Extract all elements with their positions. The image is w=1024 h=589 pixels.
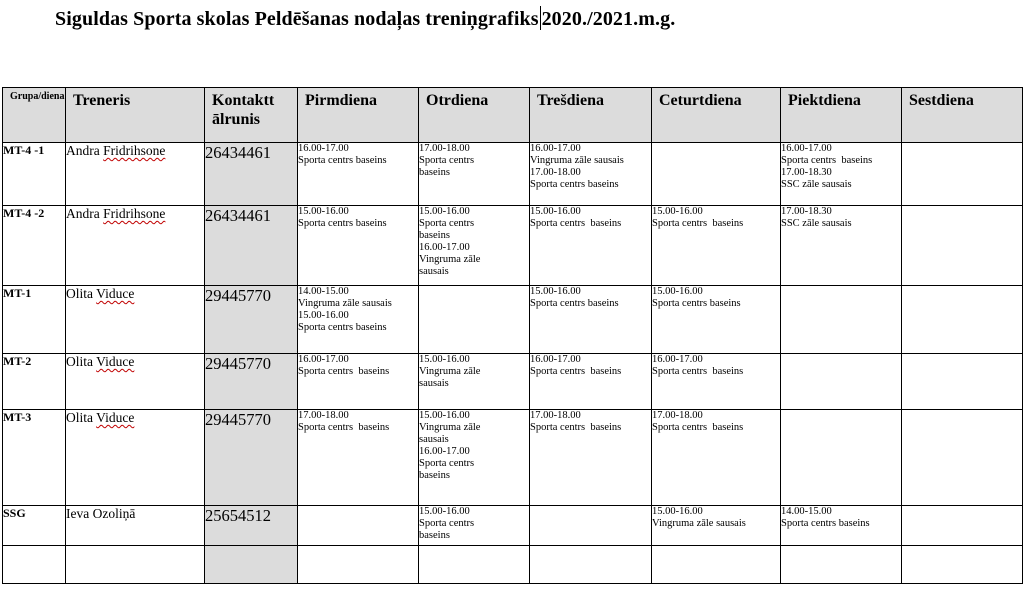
schedule-line: 15.00-16.00 xyxy=(298,206,349,217)
schedule-line: Vingruma zāle sausais xyxy=(298,298,392,310)
phone-cell: 26434461 xyxy=(205,143,298,206)
schedule-cell-saturday xyxy=(902,206,1023,286)
coach-last-name: Ozoliņā xyxy=(92,506,136,521)
schedule-line: 16.00-17.00 xyxy=(530,143,581,154)
group-cell: MT-3 xyxy=(3,410,66,506)
table-row xyxy=(3,286,1023,354)
schedule-line: baseins xyxy=(419,167,450,179)
schedule-line: Sporta centrs baseins xyxy=(652,298,741,310)
schedule-cell-friday xyxy=(781,546,902,584)
schedule-line: Sporta centrs xyxy=(419,458,475,470)
header-wednesday: Trešdiena xyxy=(530,88,652,143)
coach-cell xyxy=(66,206,205,286)
header-coach: Treneris xyxy=(66,88,205,143)
schedule-line: baseins xyxy=(419,470,450,482)
group-cell: MT-2 xyxy=(3,354,66,410)
coach-first-name: Olita xyxy=(66,410,93,425)
schedule-line: 16.00-17.00 xyxy=(419,242,470,254)
title-season: 2020./2021.m.g. xyxy=(541,8,676,30)
schedule-cell-tuesday xyxy=(419,206,530,286)
schedule-line: Sporta centrs baseins xyxy=(652,218,744,230)
schedule-cell-tuesday xyxy=(419,546,530,584)
schedule-line: Sporta centrs xyxy=(419,218,475,230)
schedule-line: 16.00-17.00 xyxy=(530,354,581,365)
header-tuesday: Otrdiena xyxy=(419,88,530,143)
schedule-cell-friday xyxy=(781,286,902,354)
schedule-line: 17.00-18.30 xyxy=(781,167,832,179)
schedule-line: baseins xyxy=(419,230,450,242)
coach-last-name: Fridrihsone xyxy=(103,143,166,158)
schedule-cell-thursday xyxy=(652,286,781,354)
schedule-line: Vingruma zāle xyxy=(419,254,481,266)
coach-cell xyxy=(66,143,205,206)
schedule-line: Sporta centrs baseins xyxy=(652,422,744,434)
schedule-cell-saturday xyxy=(902,143,1023,206)
group-cell xyxy=(3,546,66,584)
phone-cell xyxy=(205,546,298,584)
schedule-line: 16.00-17.00 xyxy=(419,446,470,458)
schedule-line: sausais xyxy=(419,266,449,278)
schedule-line: 15.00-16.00 xyxy=(419,206,470,217)
schedule-line: 15.00-16.00 xyxy=(652,506,703,517)
schedule-cell-friday xyxy=(781,506,902,546)
table-row xyxy=(3,506,1023,546)
schedule-line: Sporta centrs xyxy=(419,155,475,167)
schedule-line: 14.00-15.00 xyxy=(781,506,832,517)
schedule-line: Sporta centrs baseins xyxy=(530,179,619,191)
schedule-cell-friday xyxy=(781,354,902,410)
table-row xyxy=(3,143,1023,206)
schedule-line: Sporta centrs xyxy=(419,518,475,530)
schedule-cell-monday xyxy=(298,506,419,546)
group-cell: MT-4 -2 xyxy=(3,206,66,286)
coach-cell xyxy=(66,506,205,546)
schedule-cell-monday xyxy=(298,286,419,354)
schedule-line: Sporta centrs baseins xyxy=(781,518,870,530)
coach-cell xyxy=(66,410,205,506)
schedule-line: 15.00-16.00 xyxy=(652,206,703,217)
schedule-line: Sporta centrs baseins xyxy=(530,366,622,378)
coach-last-name: Viduce xyxy=(96,354,135,369)
schedule-line: 17.00-18.00 xyxy=(530,167,581,179)
schedule-cell-monday xyxy=(298,410,419,506)
document-title xyxy=(55,6,675,31)
schedule-line: 17.00-18.00 xyxy=(298,410,349,421)
group-cell: MT-4 -1 xyxy=(3,143,66,206)
coach-first-name: Andra xyxy=(66,206,100,221)
schedule-line: Sporta centrs baseins xyxy=(530,218,622,230)
coach-cell xyxy=(66,286,205,354)
phone-cell: 25654512 xyxy=(205,506,298,546)
header-saturday: Sestdiena xyxy=(902,88,1023,143)
coach-first-name: Andra xyxy=(66,143,100,158)
schedule-cell-monday xyxy=(298,206,419,286)
schedule-cell-thursday xyxy=(652,546,781,584)
schedule-line: 15.00-16.00 xyxy=(298,310,349,322)
schedule-cell-saturday xyxy=(902,286,1023,354)
header-phone: Kontaktt ālrunis xyxy=(205,88,298,143)
schedule-line: 15.00-16.00 xyxy=(419,354,470,365)
schedule-line: 15.00-16.00 xyxy=(419,410,470,421)
schedule-line: 17.00-18.30 xyxy=(781,206,832,217)
schedule-line: SSC zāle sausais xyxy=(781,218,852,230)
table-row xyxy=(3,410,1023,506)
phone-cell: 29445770 xyxy=(205,286,298,354)
schedule-line: baseins xyxy=(419,530,450,542)
schedule-cell-wednesday xyxy=(530,506,652,546)
schedule-line: Sporta centrs baseins xyxy=(652,366,744,378)
schedule-line: 17.00-18.00 xyxy=(530,410,581,421)
schedule-line: SSC zāle sausais xyxy=(781,179,852,191)
header-monday: Pirmdiena xyxy=(298,88,419,143)
schedule-line: Sporta centrs baseins xyxy=(298,218,387,230)
coach-first-name: Olita xyxy=(66,286,93,301)
phone-cell: 29445770 xyxy=(205,410,298,506)
schedule-cell-wednesday xyxy=(530,206,652,286)
coach-first-name: Olita xyxy=(66,354,93,369)
schedule-cell-tuesday xyxy=(419,286,530,354)
coach-cell xyxy=(66,546,205,584)
schedule-cell-thursday xyxy=(652,354,781,410)
schedule-cell-saturday xyxy=(902,354,1023,410)
schedule-line: Vingruma zāle sausais xyxy=(652,518,746,530)
group-cell: SSG xyxy=(3,506,66,546)
group-cell: MT-1 xyxy=(3,286,66,354)
text-cursor xyxy=(540,6,541,30)
schedule-line: 17.00-18.00 xyxy=(419,143,470,154)
schedule-cell-tuesday xyxy=(419,410,530,506)
schedule-cell-thursday xyxy=(652,206,781,286)
schedule-line: sausais xyxy=(419,378,449,390)
schedule-cell-wednesday xyxy=(530,143,652,206)
schedule-cell-tuesday xyxy=(419,506,530,546)
header-group: Grupa/diena xyxy=(3,88,66,143)
schedule-line: Sporta centrs baseins xyxy=(530,298,619,310)
schedule-line: 16.00-17.00 xyxy=(781,143,832,154)
schedule-cell-friday xyxy=(781,143,902,206)
schedule-cell-friday xyxy=(781,206,902,286)
schedule-cell-saturday xyxy=(902,546,1023,584)
coach-first-name: Ieva xyxy=(66,506,90,521)
schedule-line: Sporta centrs baseins xyxy=(781,155,873,167)
schedule-cell-thursday xyxy=(652,506,781,546)
header-row xyxy=(3,88,1023,143)
schedule-line: Sporta centrs baseins xyxy=(298,155,387,167)
table-row xyxy=(3,354,1023,410)
schedule-cell-saturday xyxy=(902,410,1023,506)
schedule-line: Sporta centrs baseins xyxy=(530,422,622,434)
title-text: Siguldas Sporta skolas Peldēšanas nodaļas treniņgrafiks xyxy=(55,8,539,30)
header-friday: Piektdiena xyxy=(781,88,902,143)
schedule-body xyxy=(3,143,1023,584)
phone-cell: 26434461 xyxy=(205,206,298,286)
coach-cell xyxy=(66,354,205,410)
header-thursday: Ceturtdiena xyxy=(652,88,781,143)
schedule-line: 15.00-16.00 xyxy=(419,506,470,517)
coach-last-name: Viduce xyxy=(96,410,135,425)
schedule-cell-monday xyxy=(298,143,419,206)
schedule-line: sausais xyxy=(419,434,449,446)
table-row xyxy=(3,546,1023,584)
schedule-cell-wednesday xyxy=(530,354,652,410)
schedule-line: Sporta centrs baseins xyxy=(298,322,387,334)
phone-cell: 29445770 xyxy=(205,354,298,410)
schedule-line: 15.00-16.00 xyxy=(652,286,703,297)
schedule-line: Vingruma zāle xyxy=(419,422,481,434)
schedule-line: 14.00-15.00 xyxy=(298,286,349,297)
coach-last-name: Viduce xyxy=(96,286,135,301)
table-row xyxy=(3,206,1023,286)
schedule-cell-saturday xyxy=(902,506,1023,546)
schedule-line: 15.00-16.00 xyxy=(530,286,581,297)
schedule-cell-thursday xyxy=(652,143,781,206)
schedule-cell-monday xyxy=(298,354,419,410)
schedule-line: Vingruma zāle xyxy=(419,366,481,378)
schedule-cell-tuesday xyxy=(419,143,530,206)
schedule-line: 16.00-17.00 xyxy=(298,354,349,365)
schedule-cell-friday xyxy=(781,410,902,506)
schedule-line: 16.00-17.00 xyxy=(652,354,703,365)
schedule-line: 16.00-17.00 xyxy=(298,143,349,154)
schedule-line: Sporta centrs baseins xyxy=(298,366,390,378)
schedule-line: 15.00-16.00 xyxy=(530,206,581,217)
schedule-cell-monday xyxy=(298,546,419,584)
schedule-cell-tuesday xyxy=(419,354,530,410)
schedule-line: Vingruma zāle sausais xyxy=(530,155,624,167)
schedule-cell-wednesday xyxy=(530,286,652,354)
schedule-cell-wednesday xyxy=(530,410,652,506)
schedule-table xyxy=(2,87,1023,584)
schedule-cell-wednesday xyxy=(530,546,652,584)
schedule-cell-thursday xyxy=(652,410,781,506)
schedule-line: Sporta centrs baseins xyxy=(298,422,390,434)
coach-last-name: Fridrihsone xyxy=(103,206,166,221)
schedule-line: 17.00-18.00 xyxy=(652,410,703,421)
